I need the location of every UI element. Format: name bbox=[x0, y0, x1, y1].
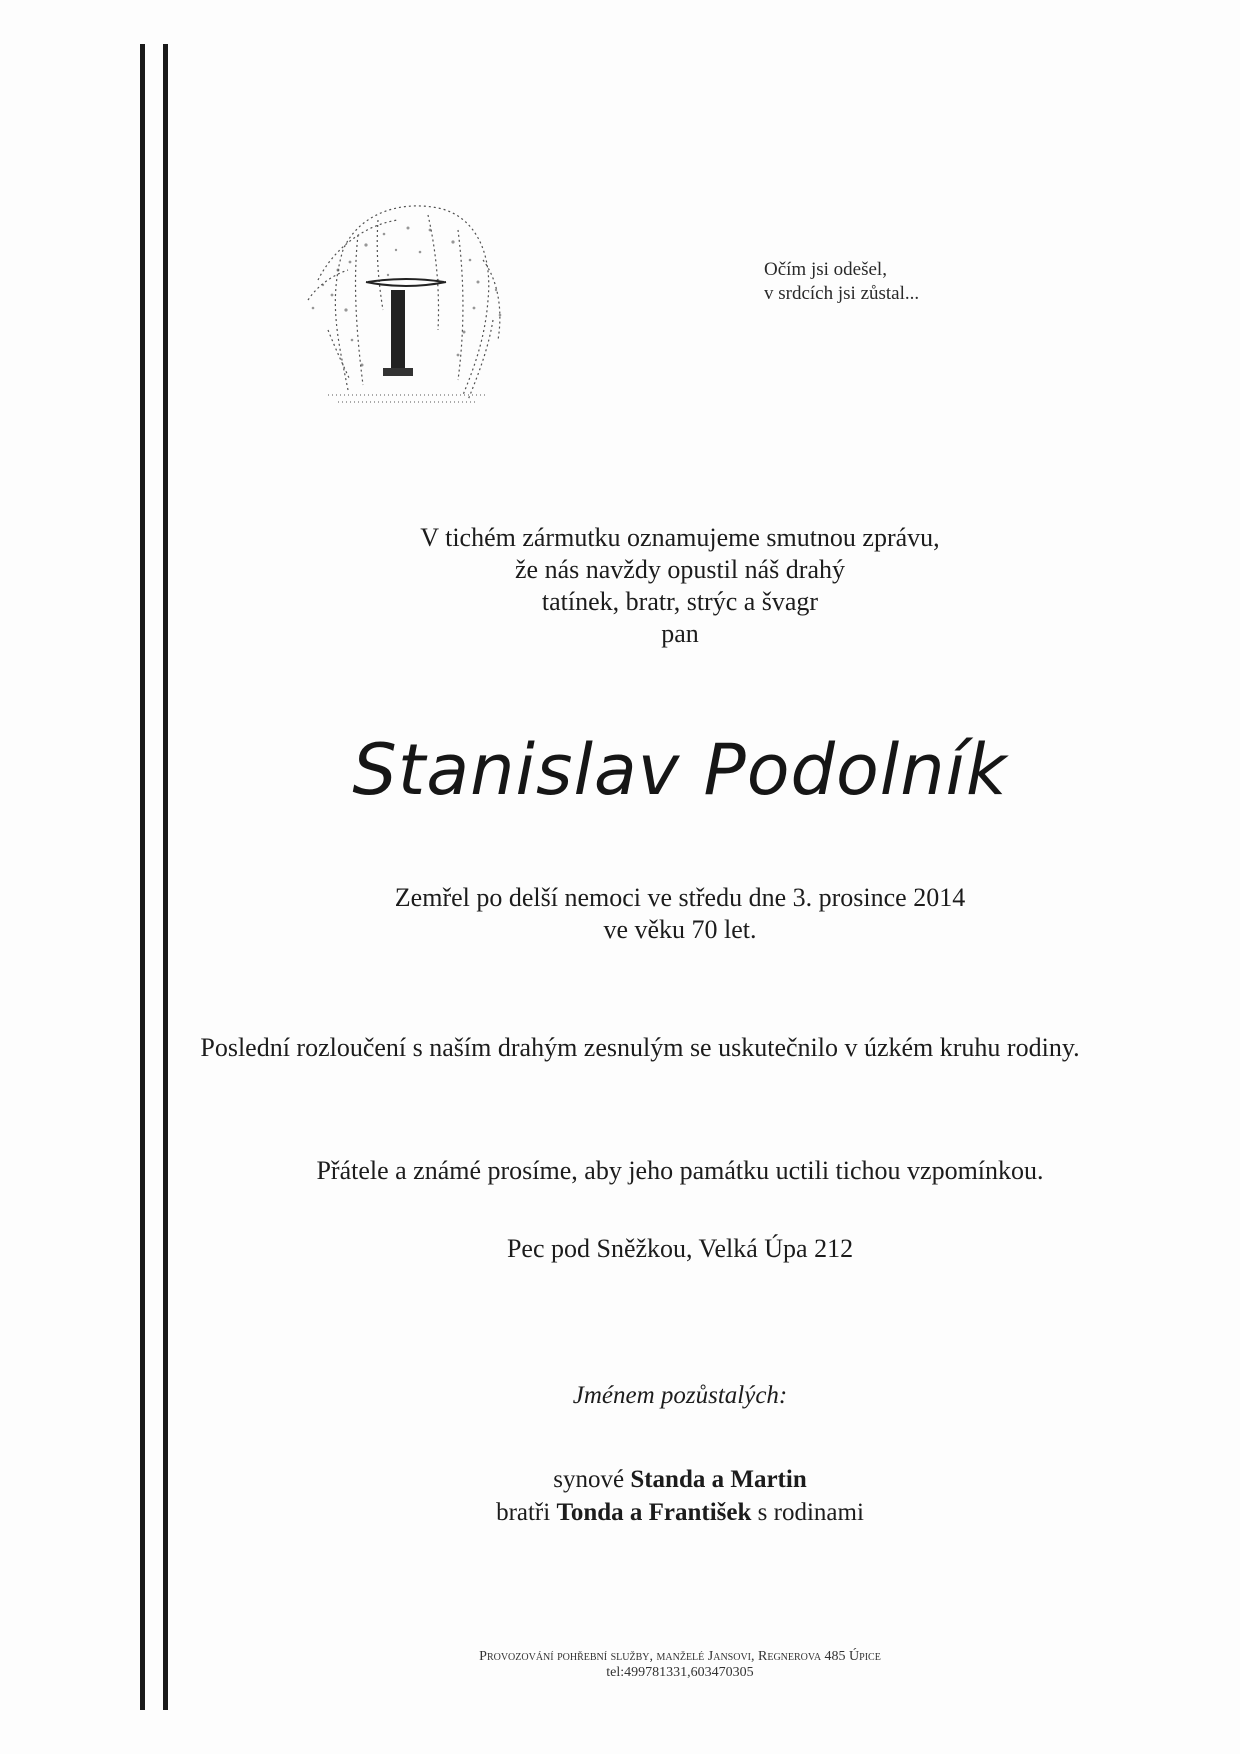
family-address: Pec pod Sněžkou, Velká Úpa 212 bbox=[506, 1234, 854, 1263]
motto-verse bbox=[764, 258, 919, 306]
brothers-names: Tonda a František bbox=[556, 1499, 752, 1526]
deceased-name: Stanislav Podolník bbox=[352, 729, 1008, 811]
motto-line-2: v srdcích jsi zůstal... bbox=[764, 283, 920, 304]
survivors-list bbox=[180, 1463, 1180, 1529]
footer-line-1: Provozování pohřební služby, manželé Jansovi, Regnerova 485 Úpice bbox=[479, 1649, 881, 1664]
intro-line-1: V tichém zármutku oznamujeme smutnou zprávu, bbox=[420, 523, 940, 552]
death-details bbox=[180, 882, 1180, 946]
birdbath-willow-illustration bbox=[288, 190, 528, 415]
funeral-service-footer bbox=[180, 1649, 1180, 1681]
death-line-2: ve věku 70 let. bbox=[603, 915, 757, 944]
sons-label: synové bbox=[553, 1466, 631, 1493]
footer-line-2: tel:499781331,603470305 bbox=[606, 1665, 754, 1680]
on-behalf-heading: Jménem pozůstalých: bbox=[572, 1382, 788, 1409]
survivors-brothers bbox=[180, 1496, 1180, 1529]
farewell-paragraph: Poslední rozloučení s naším drahým zesnulým se uskutečnilo v úzkém kruhu rodiny. bbox=[200, 1033, 1080, 1062]
death-line-1: Zemřel po delší nemoci ve středu dne 3. prosince 2014 bbox=[394, 883, 966, 912]
survivors-sons bbox=[180, 1463, 1180, 1496]
intro-line-2: že nás navždy opustil náš drahý bbox=[515, 555, 845, 584]
mourning-border-line-outer bbox=[140, 44, 145, 1710]
brothers-suffix: s rodinami bbox=[751, 1499, 864, 1526]
motto-line-1: Očím jsi odešel, bbox=[764, 259, 887, 280]
intro-line-3: tatínek, bratr, strýc a švagr bbox=[541, 587, 819, 616]
brothers-label: bratři bbox=[496, 1499, 557, 1526]
announcement-intro bbox=[180, 522, 1180, 650]
sons-names: Standa a Martin bbox=[630, 1466, 807, 1493]
intro-line-4: pan bbox=[661, 619, 699, 648]
mourning-border-line-inner bbox=[163, 44, 168, 1710]
remembrance-request: Přátele a známé prosíme, aby jeho památku uctili tichou vzpomínkou. bbox=[316, 1156, 1044, 1185]
